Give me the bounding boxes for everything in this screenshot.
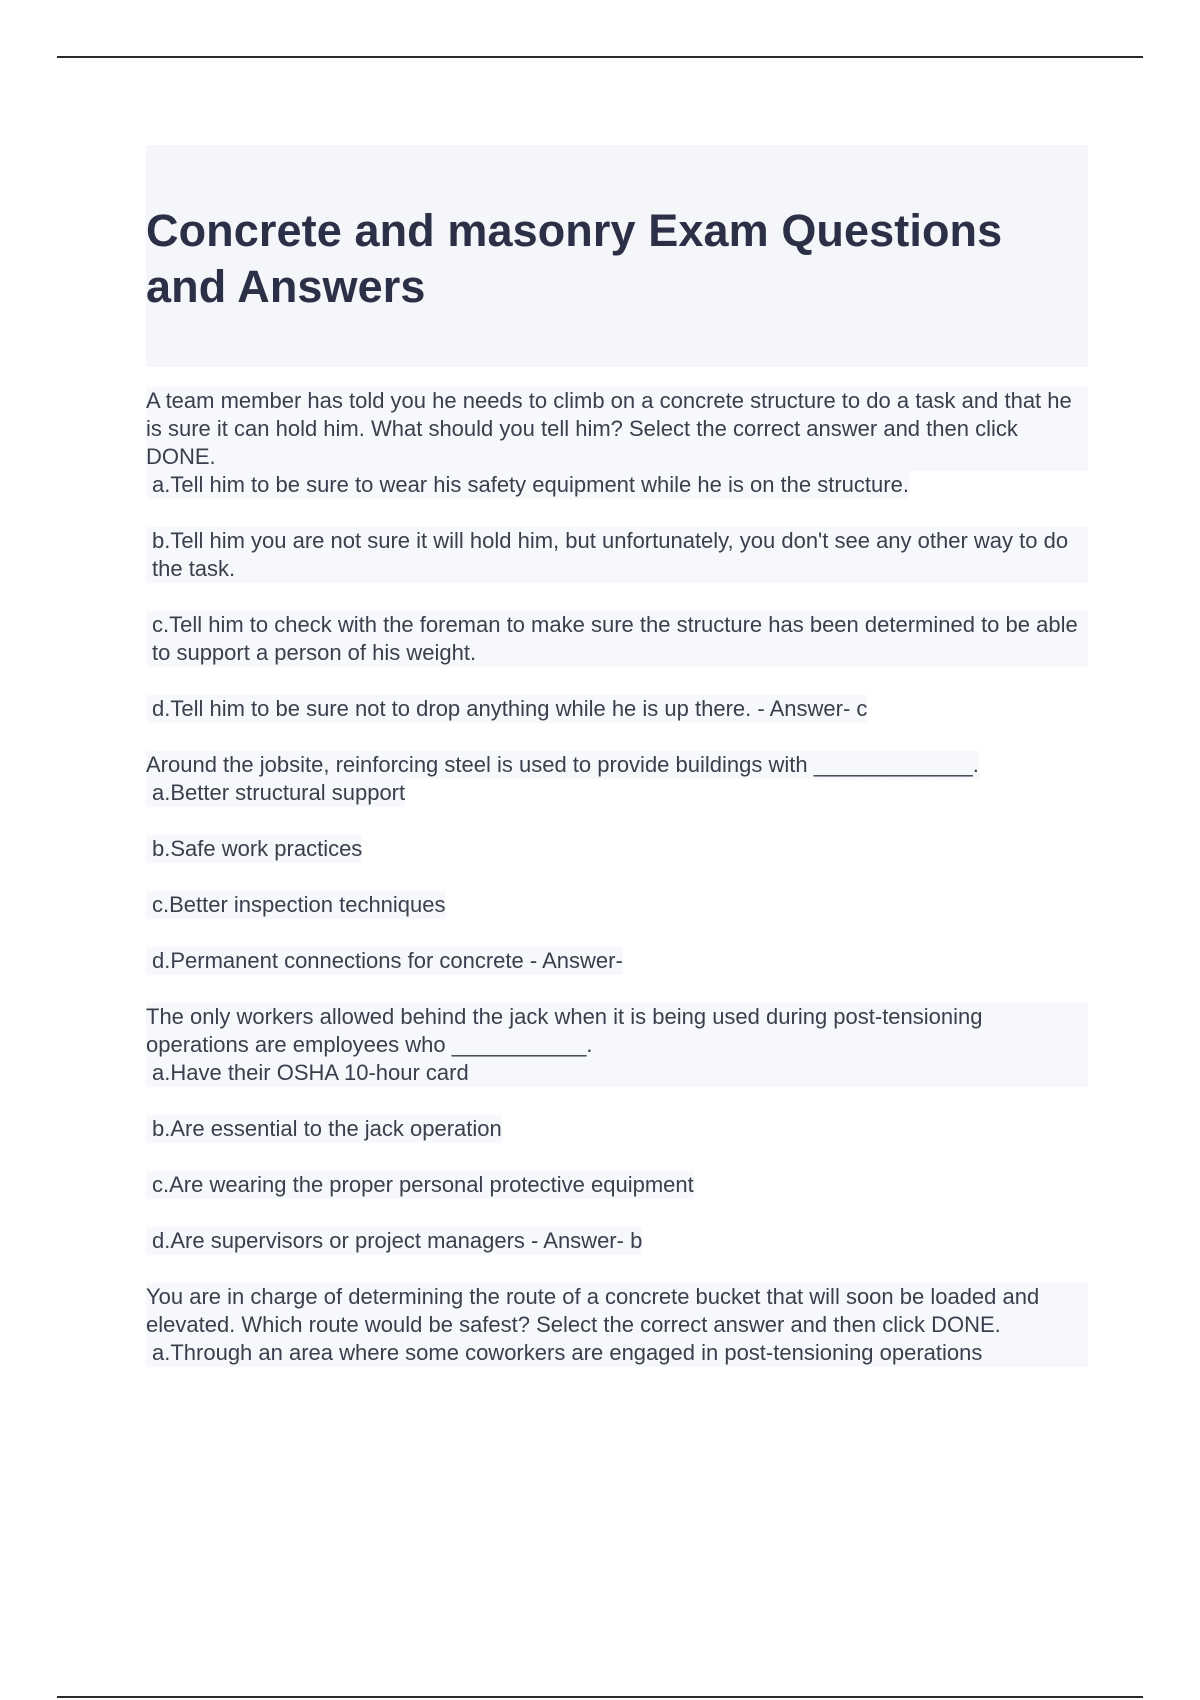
question-stem: You are in charge of determining the route of a concrete bucket that will soon be loaded and elevated. Which route would be safest? Select the correct answer and then click DONE. (146, 1283, 1088, 1339)
question-stem: A team member has told you he needs to climb on a concrete structure to do a task and that he is sure it can hold him. What should you tell him? Select the correct answer and then click DONE. (146, 387, 1088, 471)
option-b: b.Tell him you are not sure it will hold him, but unfortunately, you don't see any other way to do the task. (146, 527, 1088, 583)
option-b: b.Are essential to the jack operation (146, 1115, 502, 1143)
option-c: c.Are wearing the proper personal protective equipment (146, 1171, 694, 1199)
option-d-with-answer: d.Are supervisors or project managers - Answer- b (146, 1227, 642, 1255)
question-1 (146, 387, 1088, 723)
document-title: Concrete and masonry Exam Questions and Answers (146, 205, 1003, 312)
option-d-with-answer: d.Permanent connections for concrete - Answer- (146, 947, 623, 975)
option-a: a.Have their OSHA 10-hour card (146, 1059, 1088, 1087)
option-a: a.Better structural support (146, 779, 405, 807)
option-a: a.Through an area where some coworkers are engaged in post-tensioning operations (146, 1339, 1088, 1367)
question-stem: Around the jobsite, reinforcing steel is used to provide buildings with _____________. (146, 752, 979, 777)
title-block (146, 145, 1088, 367)
option-c: c.Better inspection techniques (146, 891, 446, 919)
question-stem: The only workers allowed behind the jack when it is being used during post-tensioning operations are employees who ___________. (146, 1003, 1088, 1059)
question-2 (146, 751, 1088, 975)
question-4 (146, 1283, 1088, 1367)
option-d-with-answer: d.Tell him to be sure not to drop anything while he is up there. - Answer- c (146, 695, 867, 723)
question-3 (146, 1003, 1088, 1255)
top-rule (57, 56, 1143, 58)
option-c: c.Tell him to check with the foreman to make sure the structure has been determined to be able to support a person of his weight. (146, 611, 1088, 667)
bottom-rule (57, 1696, 1143, 1698)
document-page (146, 145, 1088, 1367)
question-list (146, 387, 1088, 1367)
option-b: b.Safe work practices (146, 835, 362, 863)
option-a: a.Tell him to be sure to wear his safety equipment while he is on the structure. (146, 471, 909, 499)
